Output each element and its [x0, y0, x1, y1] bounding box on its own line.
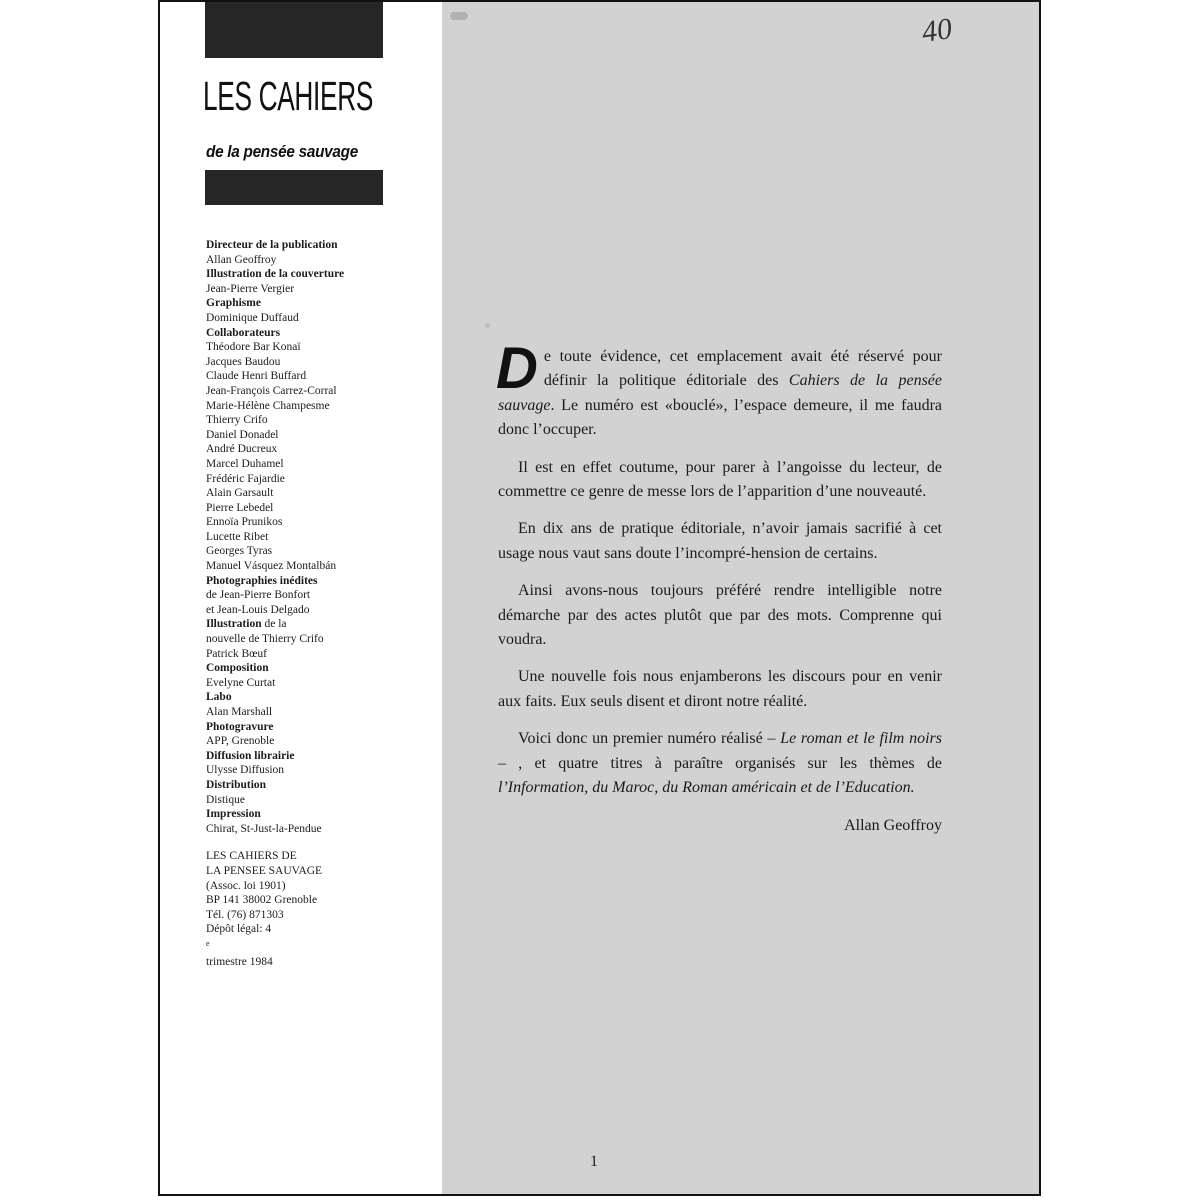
credit-name: Claude Henri Buffard: [206, 370, 307, 383]
credit-group: [206, 267, 436, 296]
credit-role: Photogravure: [206, 720, 274, 733]
credit-name: Ennoïa Prunikos: [206, 516, 283, 529]
credit-list: [206, 238, 436, 836]
publisher-line: Tél. (76) 871303: [206, 908, 284, 921]
credit-name: Lucette Ribet: [206, 530, 269, 543]
credit-group: [206, 296, 436, 325]
p6-italic-1: Le roman et le film noirs: [780, 730, 942, 748]
credit-name: Chirat, St-Just-la-Pendue: [206, 822, 322, 835]
credit-group: [206, 749, 436, 778]
credit-name: Jean-Pierre Vergier: [206, 282, 295, 295]
editorial-paragraph-3: En dix ans de pratique éditoriale, n’avoir jamais sacrifié à cet usage nous vaut sans doute l’incompré-hension de certains.: [498, 520, 942, 562]
editorial-panel: ·: [442, 2, 1039, 1194]
credit-group: [206, 778, 436, 807]
credit-name: Théodore Bar Konaï: [206, 341, 301, 354]
editorial-paragraph-2: Il est en effet coutume, pour parer à l’angoisse du lecteur, de commettre ce genre de messe lors de l’apparition d’une nouveauté.: [498, 458, 942, 501]
editorial-paragraph-4: Ainsi avons-nous toujours préféré rendre intelligible notre démarche par des actes plutôt que par des mots. Comprenne qui voudra.: [498, 582, 942, 649]
masthead-title: LES CAHIERS: [203, 73, 374, 119]
journal-title-italic: Cahiers de la pensée sauvage: [498, 372, 942, 414]
page: [158, 0, 1041, 1196]
legal-deposit-sup: e: [206, 938, 210, 948]
credit-name: Ulysse Diffusion: [206, 764, 285, 777]
masthead-bar-bottom: [205, 170, 383, 205]
p6-italic-2: l’Information, du Maroc, du Roman américain et de l’Education.: [498, 779, 915, 797]
p1-start: e toute évidence, cet emplacement avait été réservé pour définir la politique éditoriale des: [543, 348, 942, 390]
editorial-paragraph-6: [498, 727, 942, 800]
drop-cap: D: [496, 336, 538, 401]
credit-name: nouvelle de Thierry Crifo: [206, 633, 324, 646]
legal-deposit-prefix: Dépôt légal: 4: [206, 923, 272, 936]
credit-role: Illustration: [206, 618, 262, 631]
credit-group: [206, 617, 436, 661]
credit-name: et Jean-Louis Delgado: [206, 603, 310, 616]
credit-role: Diffusion librairie: [206, 749, 295, 762]
credit-group: [206, 238, 436, 267]
masthead-subtitle: de la pensée sauvage: [206, 142, 358, 161]
editorial-paragraph-5: Une nouvelle fois nous enjamberons les discours pour en venir aux faits. Eux seuls disent et diront notre réalité.: [498, 668, 942, 710]
masthead-bar-top: [205, 2, 383, 58]
credit-role: Distribution: [206, 778, 267, 791]
credit-name: APP, Grenoble: [206, 735, 275, 748]
p6-mid: – , et quatre titres à paraître organisés sur les thèmes de: [498, 754, 942, 772]
credit-name: Pierre Lebedel: [206, 501, 274, 514]
signature: Allan Geoffroy: [844, 816, 942, 834]
credit-role: Impression: [206, 808, 261, 821]
page-number: 1: [590, 1153, 598, 1170]
credit-role: Collaborateurs: [206, 326, 281, 339]
credit-role: Labo: [206, 691, 232, 704]
credit-name: André Ducreux: [206, 443, 278, 456]
publisher-line: LES CAHIERS DE: [206, 850, 297, 863]
credit-name: Manuel Vásquez Montalbán: [206, 560, 337, 573]
handwritten-mark: 40: [919, 12, 955, 49]
credit-group: [206, 326, 436, 574]
credit-name: Alan Marshall: [206, 706, 273, 718]
credit-group: [206, 807, 436, 836]
legal-deposit: [206, 922, 436, 970]
credit-group: [206, 661, 436, 690]
legal-deposit-suffix: trimestre 1984: [206, 956, 273, 969]
credit-name: Jean-François Carrez-Corral: [206, 384, 337, 397]
credit-name: Evelyne Curtat: [206, 676, 276, 689]
credit-role: Graphisme: [206, 297, 261, 310]
credit-name: Marcel Duhamel: [206, 457, 284, 470]
publisher-block: [206, 849, 436, 970]
credit-name: Patrick Bœuf: [206, 647, 268, 660]
publisher-line: BP 141 38002 Grenoble: [206, 894, 318, 907]
credit-group: [206, 720, 436, 749]
credit-group: [206, 574, 436, 618]
credit-name: Jacques Baudou: [206, 355, 281, 368]
ink-smudge: [450, 12, 468, 20]
credit-name: Dominique Duffaud: [206, 311, 299, 324]
credit-role-suffix: de la: [264, 618, 287, 631]
credits-column: [206, 238, 436, 970]
credit-role: Illustration de la couverture: [206, 268, 345, 281]
credit-name: Georges Tyras: [206, 545, 273, 558]
credit-group: [206, 690, 436, 719]
credit-role: Composition: [206, 662, 269, 675]
credit-name: Allan Geoffroy: [206, 253, 277, 266]
editorial-text: [496, 336, 942, 851]
publisher-line: (Assoc. loi 1901): [206, 879, 286, 892]
credit-name: Frédéric Fajardie: [206, 472, 285, 485]
credit-name: de Jean-Pierre Bonfort: [206, 589, 311, 602]
credit-role: Photographies inédites: [206, 574, 318, 587]
p6-start: Voici donc un premier numéro réalisé –: [518, 730, 781, 748]
credit-name: Thierry Crifo: [206, 414, 268, 427]
publisher-line: LA PENSEE SAUVAGE: [206, 864, 323, 877]
credit-name: Distique: [206, 793, 245, 806]
editorial-paragraph-1: [496, 336, 942, 443]
credit-name: Marie-Hélène Champesme: [206, 399, 330, 412]
p1-end: . Le numéro est «bouclé», l’espace demeure, il me faudra donc l’occuper.: [498, 396, 942, 439]
credit-name: Alain Garsault: [206, 487, 274, 500]
credit-role: Directeur de la publication: [206, 239, 338, 251]
credit-name: Daniel Donadel: [206, 428, 279, 441]
